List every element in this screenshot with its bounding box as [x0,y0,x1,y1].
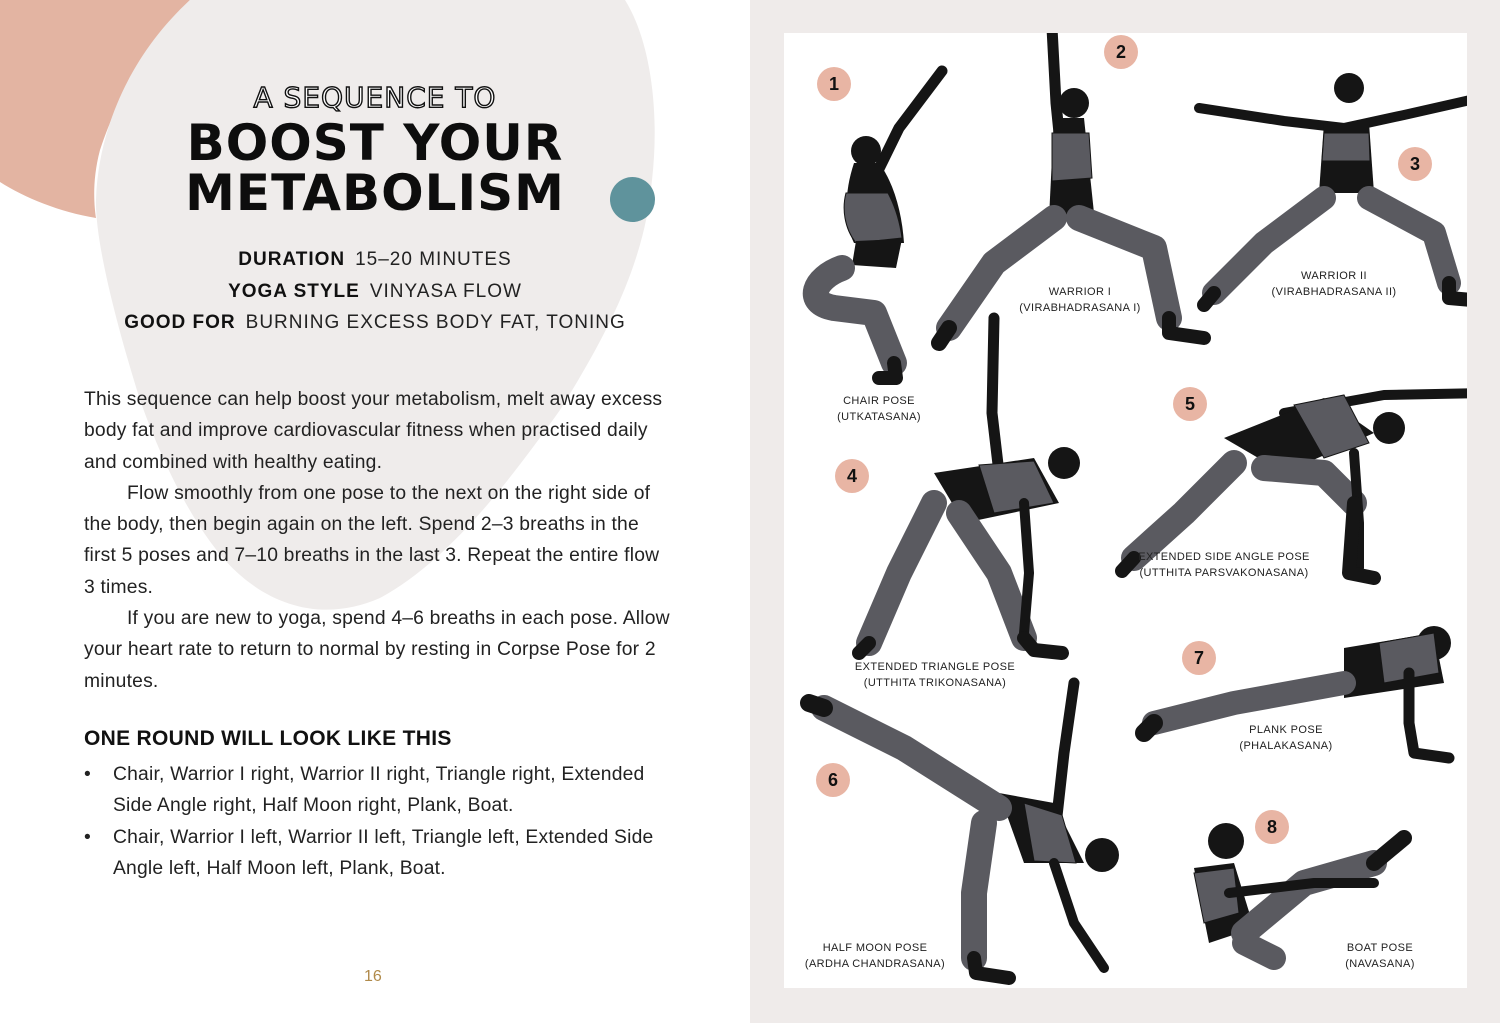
teal-dot-decoration [610,177,655,222]
chair-pose-figure [816,71,942,378]
pose-illustrations [784,33,1467,988]
pose-name: CHAIR POSE [843,395,915,407]
fact-label: GOOD FOR [124,312,236,333]
pose-name: WARRIOR I [1048,286,1112,298]
round-heading: ONE ROUND WILL LOOK LIKE THIS [84,727,452,750]
page-number: 16 [364,968,382,985]
kicker-text: A SEQUENCE TO [253,81,497,114]
pose-name: BOAT POSE [1346,942,1414,954]
fact-good-for [0,307,750,339]
pose-label-chair [824,394,934,425]
right-page [750,0,1500,1023]
fact-value: BURNING EXCESS BODY FAT, TONING [245,312,626,333]
fact-duration [0,244,750,276]
pose-name: PLANK POSE [1249,724,1323,736]
boat-pose-figure [1194,823,1404,958]
pose-name: EXTENDED SIDE ANGLE POSE [1138,551,1310,563]
pose-sanskrit: (VIRABHADRASANA II) [1271,285,1397,298]
list-item-text: Chair, Warrior I left, Warrior II left, Triangle left, Extended Side Angle left, Half Moon left, Plank, Boat. [113,826,654,879]
round-list [84,759,674,884]
pose-name: EXTENDED TRIANGLE POSE [854,661,1016,673]
paragraph-beginner: If you are new to yoga, spend 4–6 breaths in each pose. Allow your heart rate to return to normal by resting in Corpse Pose for 2 minutes. [84,608,670,692]
paragraph-flow: Flow smoothly from one pose to the next on the right side of the body, then begin again on the left. Spend 2–3 breaths in the first 5 poses and 7–10 breaths in the last 3. Repeat the entire flow 3 times. [84,482,660,598]
pose-sanskrit: (PHALAKASANA) [1239,739,1333,752]
body-text [84,384,674,697]
facts-list [0,244,750,339]
pose-number-badge-4: 4 [835,459,869,493]
pose-number-badge-2: 2 [1104,35,1138,69]
pose-label-plank [1236,723,1336,754]
pose-number-badge-5: 5 [1173,387,1207,421]
headline-line-1: BOOST YOUR [186,114,564,172]
headline-line-2: METABOLISM [185,164,565,222]
pose-sanskrit: (UTTHITA PARSVAKONASANA) [1139,566,1309,579]
pose-label-triangle [845,660,1025,691]
pose-number-badge-3: 3 [1398,147,1432,181]
pose-label-half-moon [800,941,950,972]
list-item [84,822,674,885]
pose-number-badge-8: 8 [1255,810,1289,844]
pose-label-boat [1340,941,1420,972]
list-item-text: Chair, Warrior I right, Warrior II right, Triangle right, Extended Side Angle right, Half Moon right, Plank, Boat. [113,764,645,817]
pose-name: HALF MOON POSE [822,942,928,954]
fact-yoga-style [0,276,750,308]
pose-sanskrit: (NAVASANA) [1345,957,1415,970]
pose-number-badge-1: 1 [817,67,851,101]
bullet-icon: • [84,826,91,848]
pose-label-warrior-one [1015,285,1145,316]
half-moon-pose-figure [809,683,1119,978]
pose-sanskrit: (UTKATASANA) [837,410,921,423]
pose-number-badge-7: 7 [1182,641,1216,675]
fact-label: YOGA STYLE [228,280,360,302]
fact-label: DURATION [238,249,346,270]
pose-sanskrit: (UTTHITA TRIKONASANA) [863,676,1007,689]
fact-value: VINYASA FLOW [369,280,522,302]
pose-number-badge-6: 6 [816,763,850,797]
list-item [84,759,674,822]
pose-label-warrior-two [1264,269,1404,300]
poses-panel [784,33,1467,988]
fact-value: 15–20 MINUTES [355,249,512,270]
pose-name: WARRIOR II [1301,270,1367,282]
pose-label-side-angle [1129,550,1319,581]
paragraph-intro: This sequence can help boost your metabolism, melt away excess body fat and improve cardiovascular fitness when practised daily and combined with healthy eating. [84,389,663,473]
bullet-icon: • [84,764,91,785]
pose-sanskrit: (ARDHA CHANDRASANA) [804,957,946,970]
pose-sanskrit: (VIRABHADRASANA I) [1019,301,1141,314]
